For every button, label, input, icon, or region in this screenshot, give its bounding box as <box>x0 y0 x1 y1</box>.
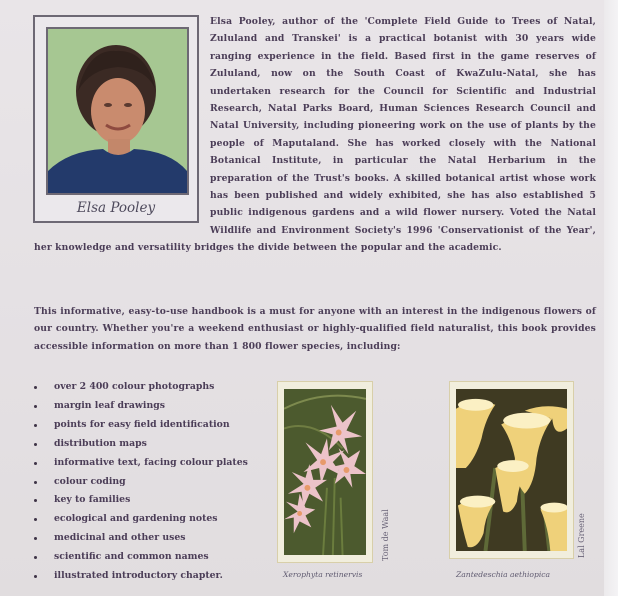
arum-lily-image <box>456 389 567 551</box>
plate-xerophyta <box>277 381 373 563</box>
book-description: This informative, easy-to-use handbook is a must for anyone with an interest in the indigenous flowers of our country. Whether you're a weekend enthusiast or highly-qualified field naturalist, this book provides accessible information on more than 1 800 flower species, including: <box>34 306 596 352</box>
feature-item: scientific and common names <box>34 548 248 567</box>
zantedeschia-photo <box>456 389 567 551</box>
feature-item: margin leaf drawings <box>34 397 248 416</box>
photo-credit: Tom de Waal <box>381 509 390 561</box>
bullet-icon <box>34 443 37 446</box>
species-caption: Xerophyta retinervis <box>283 570 363 579</box>
bullet-icon <box>34 575 37 578</box>
feature-item: medicinal and other uses <box>34 529 248 548</box>
bullet-icon <box>34 386 37 389</box>
species-caption: Zantedeschia aethiopica <box>456 570 551 579</box>
bullet-icon <box>34 462 37 465</box>
bullet-icon <box>34 424 37 427</box>
plate-zantedeschia <box>449 381 574 559</box>
author-name-caption: Elsa Pooley <box>76 200 156 216</box>
photo-credit: Lal Greene <box>577 513 586 558</box>
bullet-icon <box>34 405 37 408</box>
feature-item: colour coding <box>34 473 248 492</box>
page-edge <box>604 0 618 596</box>
feature-item: over 2 400 colour photographs <box>34 378 248 397</box>
feature-item: key to families <box>34 491 248 510</box>
feature-item: informative text, facing colour plates <box>34 454 248 473</box>
pink-lily-image <box>284 389 366 555</box>
bullet-icon <box>34 556 37 559</box>
feature-list <box>34 378 248 586</box>
bullet-icon <box>34 537 37 540</box>
author-biography <box>34 13 596 257</box>
bullet-icon <box>34 499 37 502</box>
biography-text: Elsa Pooley, author of the 'Complete Field Guide to Trees of Natal, Zululand and Transkei' is a practical botanist with 30 years wide ranging experience in the field. Based first in the game reserves of Zululand, now on the South Coast of KwaZulu-Natal, she has undertaken research for the Council for Scientific and Industrial Research, Natal Parks Board, Human Sciences Research Council and Natal University, including pioneering work on the use of plants by the people of Maputaland. She has worked closely with the National Botanical Institute, in particular the Natal Herbarium in the preparation of the Trust's books. A skilled botanical artist whose work has been published and widely exhibited, she has also established 5 public indigenous gardens and a wild flower nursery. Voted the Natal Wildlife and Environment Society's 1996 'Conservationist of the Year', her knowledge and versatility bridges the divide between the popular and the academic. <box>34 16 596 254</box>
feature-item: points for easy field identification <box>34 416 248 435</box>
feature-item: ecological and gardening notes <box>34 510 248 529</box>
photo-spacer <box>34 13 210 237</box>
bullet-icon <box>34 481 37 484</box>
feature-item: illustrated introductory chapter. <box>34 567 248 586</box>
xerophyta-photo <box>284 389 366 555</box>
bullet-icon <box>34 518 37 521</box>
feature-item: distribution maps <box>34 435 248 454</box>
